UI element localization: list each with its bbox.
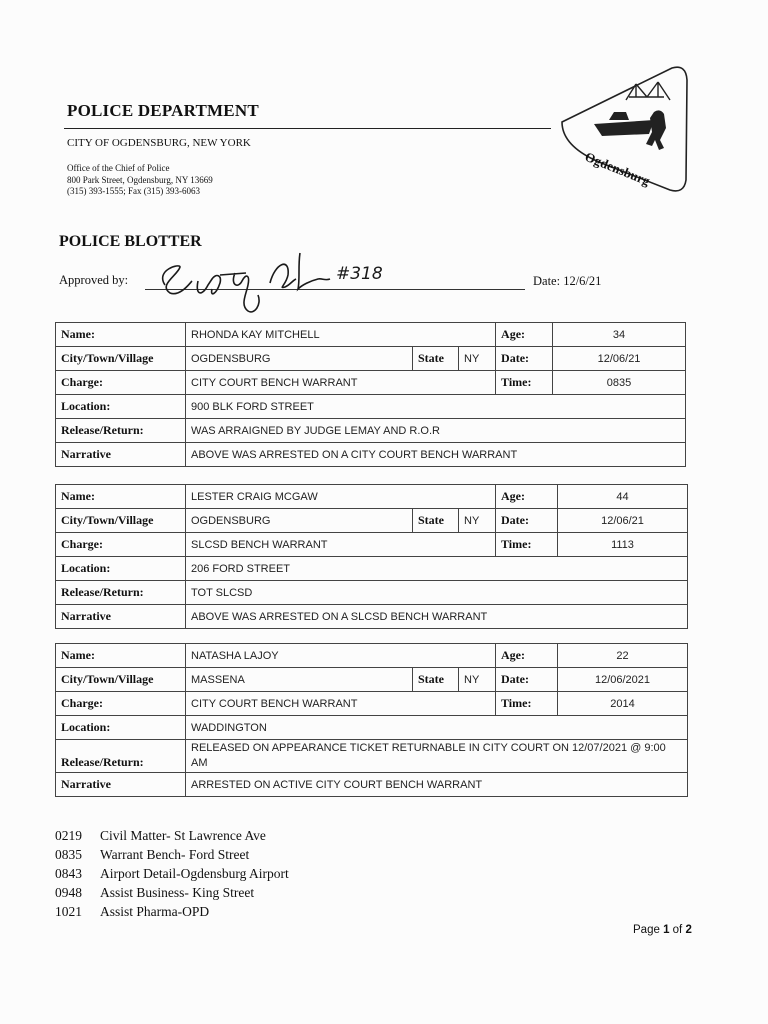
release-value: RELEASED ON APPEARANCE TICKET RETURNABLE IN CITY COURT ON 12/07/2021 @ 9:00 AM: [186, 740, 688, 773]
time-label: Time:: [496, 533, 558, 557]
charge-value: CITY COURT BENCH WARRANT: [186, 371, 496, 395]
date-label: Date:: [496, 509, 558, 533]
page-number: [633, 924, 692, 936]
list-item: [55, 883, 289, 902]
state-value: NY: [459, 668, 496, 692]
list-item: [55, 845, 289, 864]
signature: [150, 245, 420, 320]
name-label: Name:: [56, 644, 186, 668]
age-value: 44: [558, 485, 688, 509]
narrative-label: Narrative: [56, 605, 186, 629]
department-title: POLICE DEPARTMENT: [67, 101, 259, 120]
charge-value: CITY COURT BENCH WARRANT: [186, 692, 496, 716]
charge-value: SLCSD BENCH WARRANT: [186, 533, 496, 557]
log-text: Airport Detail-Ogdensburg Airport: [100, 866, 289, 881]
log-time: 0835: [55, 847, 82, 862]
location-label: Location:: [56, 716, 186, 740]
ogdensburg-logo: [554, 62, 704, 202]
signature-note: #318: [336, 264, 383, 284]
office-line: 800 Park Street, Ogdensburg, NY 13669: [67, 174, 213, 185]
state-label: State: [413, 347, 459, 371]
logo-text: Ogdensburg: [582, 148, 653, 189]
log-text: Civil Matter- St Lawrence Ave: [100, 828, 266, 843]
narrative-value: ABOVE WAS ARRESTED ON A CITY COURT BENCH WARRANT: [186, 443, 686, 467]
name-value: NATASHA LAJOY: [186, 644, 496, 668]
charge-label: Charge:: [56, 533, 186, 557]
blotter-date: Date: 12/6/21: [533, 274, 602, 288]
date-value: 12/06/21: [558, 509, 688, 533]
log-text: Warrant Bench- Ford Street: [100, 847, 250, 862]
narrative-label: Narrative: [56, 443, 186, 467]
state-label: State: [413, 509, 459, 533]
blotter-title: POLICE BLOTTER: [59, 233, 202, 250]
office-line: Office of the Chief of Police: [67, 163, 170, 173]
name-label: Name:: [56, 323, 186, 347]
city-value: OGDENSBURG: [186, 509, 413, 533]
city-line: CITY OF OGDENSBURG, NEW YORK: [67, 137, 251, 149]
log-time: 0219: [55, 828, 82, 843]
page-total: 2: [685, 924, 692, 936]
location-value: 900 BLK FORD STREET: [186, 395, 686, 419]
time-label: Time:: [496, 692, 558, 716]
age-value: 22: [558, 644, 688, 668]
city-label: City/Town/Village: [56, 509, 186, 533]
page-prefix: Page: [633, 924, 664, 936]
location-value: WADDINGTON: [186, 716, 688, 740]
log-text: Assist Business- King Street: [100, 885, 255, 900]
release-value: TOT SLCSD: [186, 581, 688, 605]
location-value: 206 FORD STREET: [186, 557, 688, 581]
date-label: Date:: [496, 668, 558, 692]
office-address: [67, 163, 213, 198]
release-label: Release/Return:: [56, 740, 186, 773]
list-item: [55, 902, 289, 921]
arrest-record: [55, 484, 688, 629]
release-label: Release/Return:: [56, 419, 186, 443]
city-label: City/Town/Village: [56, 668, 186, 692]
name-value: LESTER CRAIG MCGAW: [186, 485, 496, 509]
charge-label: Charge:: [56, 371, 186, 395]
age-label: Age:: [496, 323, 553, 347]
location-label: Location:: [56, 395, 186, 419]
dispatch-log: [55, 826, 289, 921]
time-label: Time:: [496, 371, 553, 395]
header-rule: [64, 128, 551, 129]
time-value: 1113: [558, 533, 688, 557]
state-value: NY: [459, 347, 496, 371]
city-value: MASSENA: [186, 668, 413, 692]
time-value: 0835: [553, 371, 686, 395]
log-text: Assist Pharma-OPD: [100, 904, 210, 919]
date-value: 12/06/2021: [558, 668, 688, 692]
page-current: 1: [663, 924, 670, 936]
office-line: (315) 393-1555; Fax (315) 393-6063: [67, 186, 200, 196]
list-item: [55, 864, 289, 883]
time-value: 2014: [558, 692, 688, 716]
arrest-record: [55, 322, 686, 467]
city-label: City/Town/Village: [56, 347, 186, 371]
name-label: Name:: [56, 485, 186, 509]
page-of: of: [669, 924, 686, 936]
age-label: Age:: [496, 644, 558, 668]
age-value: 34: [553, 323, 686, 347]
date-label: Date:: [496, 347, 553, 371]
state-label: State: [413, 668, 459, 692]
arrest-record: [55, 643, 688, 797]
name-value: RHONDA KAY MITCHELL: [186, 323, 496, 347]
date-value: 12/06/21: [553, 347, 686, 371]
charge-label: Charge:: [56, 692, 186, 716]
narrative-value: ARRESTED ON ACTIVE CITY COURT BENCH WARRANT: [186, 773, 688, 797]
approved-by-label: Approved by:: [59, 273, 129, 287]
log-time: 1021: [55, 904, 82, 919]
state-value: NY: [459, 509, 496, 533]
release-label: Release/Return:: [56, 581, 186, 605]
age-label: Age:: [496, 485, 558, 509]
narrative-value: ABOVE WAS ARRESTED ON A SLCSD BENCH WARRANT: [186, 605, 688, 629]
narrative-label: Narrative: [56, 773, 186, 797]
location-label: Location:: [56, 557, 186, 581]
log-time: 0843: [55, 866, 82, 881]
city-value: OGDENSBURG: [186, 347, 413, 371]
list-item: [55, 826, 289, 845]
release-value: WAS ARRAIGNED BY JUDGE LEMAY AND R.O.R: [186, 419, 686, 443]
log-time: 0948: [55, 885, 82, 900]
